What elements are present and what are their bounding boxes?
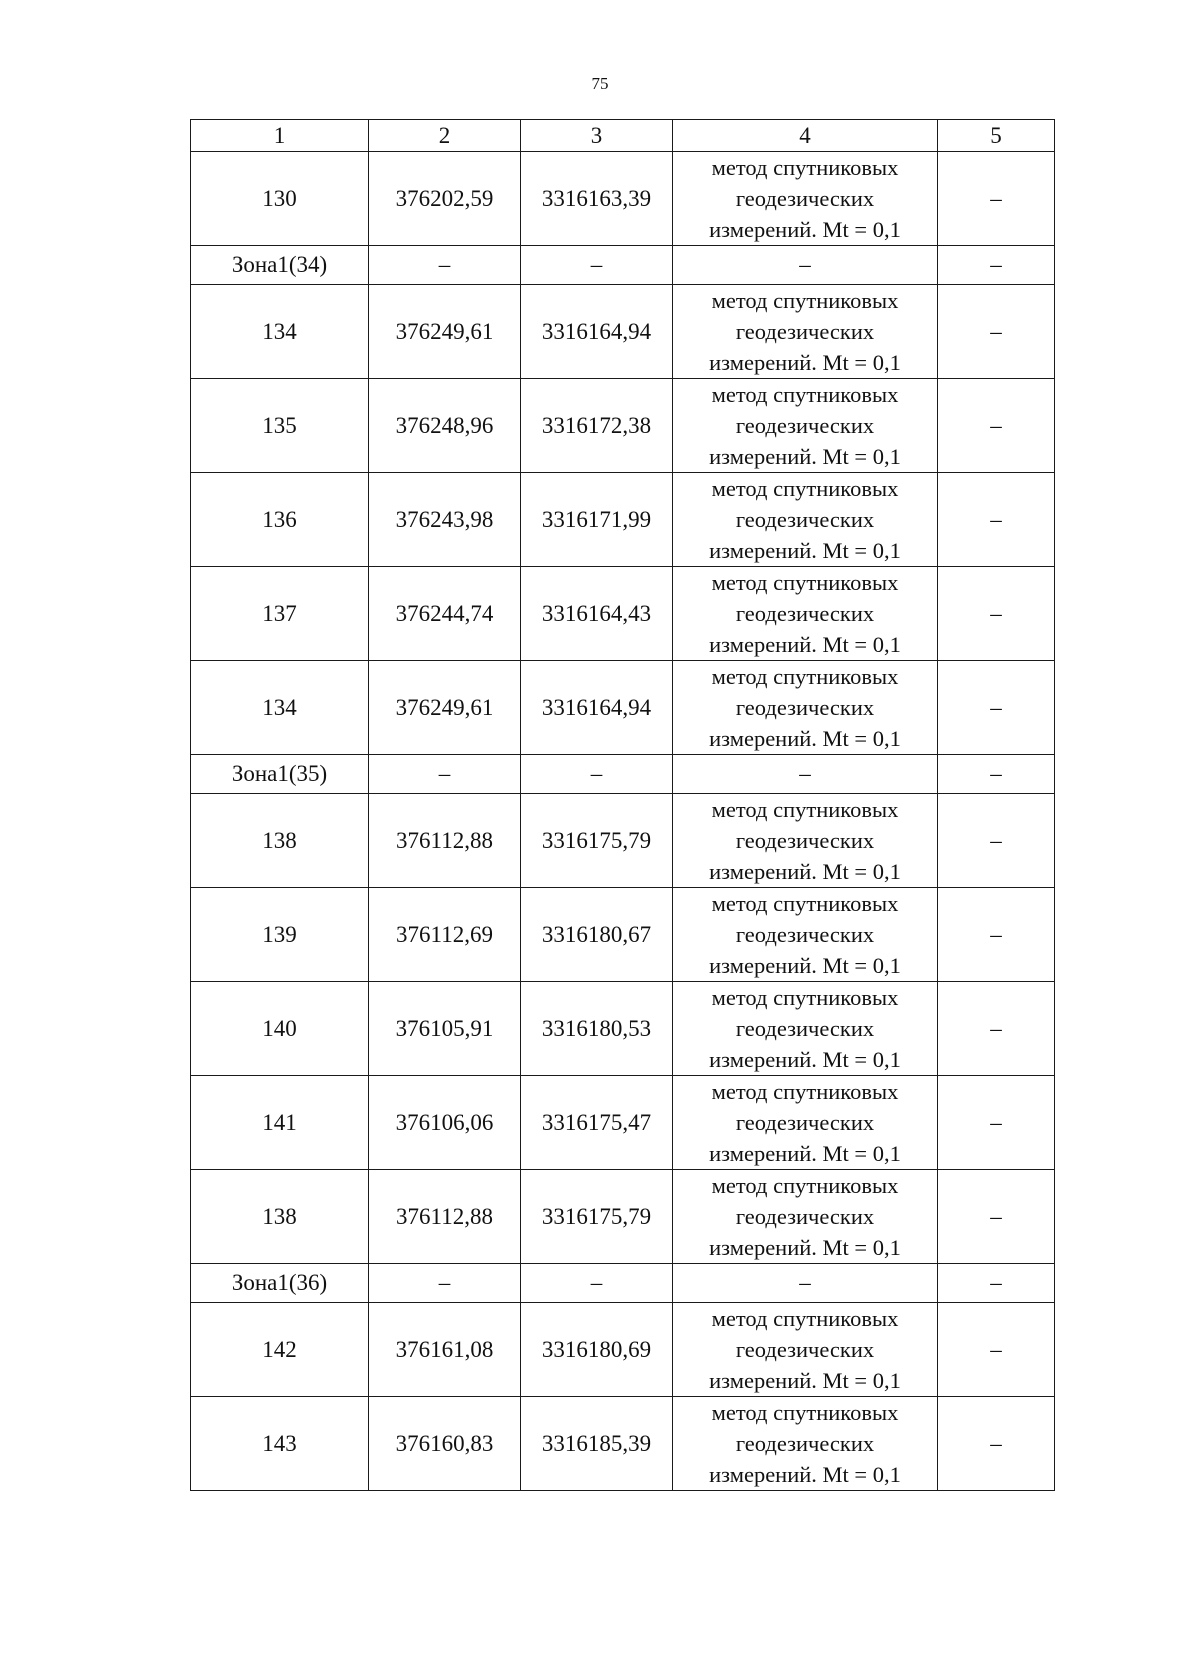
method-line: геодезических — [735, 1110, 875, 1135]
table-row — [191, 379, 1055, 473]
y-coordinate-cell: 3316172,38 — [521, 379, 673, 473]
point-id-cell: 130 — [191, 152, 369, 246]
method-line: метод спутниковых — [711, 985, 899, 1010]
x-coordinate-cell: 376106,06 — [369, 1076, 521, 1170]
table-row — [191, 152, 1055, 246]
table-row — [191, 1397, 1055, 1491]
method-line: метод спутниковых — [711, 1079, 899, 1104]
method-line: измерений. Mt = 0,1 — [709, 859, 901, 884]
x-coordinate-cell: – — [369, 246, 521, 285]
y-coordinate-cell: 3316185,39 — [521, 1397, 673, 1491]
note-cell: – — [938, 246, 1055, 285]
note-cell: – — [938, 1264, 1055, 1303]
note-cell: – — [938, 1170, 1055, 1264]
note-cell: – — [938, 794, 1055, 888]
method-line: геодезических — [735, 828, 875, 853]
x-coordinate-cell: 376112,88 — [369, 794, 521, 888]
method-line: измерений. Mt = 0,1 — [709, 726, 901, 751]
zone-row — [191, 1264, 1055, 1303]
method-line: измерений. Mt = 0,1 — [709, 1462, 901, 1487]
x-coordinate-cell: 376248,96 — [369, 379, 521, 473]
method-cell — [673, 473, 938, 567]
page-number: 75 — [591, 74, 609, 93]
x-coordinate-cell: 376112,69 — [369, 888, 521, 982]
y-coordinate-cell: 3316164,94 — [521, 285, 673, 379]
method-cell — [673, 1303, 938, 1397]
y-coordinate-cell: – — [521, 1264, 673, 1303]
note-cell: – — [938, 473, 1055, 567]
y-coordinate-cell: 3316164,43 — [521, 567, 673, 661]
method-line: геодезических — [735, 507, 875, 532]
point-id-cell: 137 — [191, 567, 369, 661]
method-line: метод спутниковых — [711, 288, 899, 313]
x-coordinate-cell: – — [369, 1264, 521, 1303]
x-coordinate-cell: 376202,59 — [369, 152, 521, 246]
method-line: метод спутниковых — [711, 1173, 899, 1198]
y-coordinate-cell: 3316163,39 — [521, 152, 673, 246]
column-header: 2 — [369, 120, 521, 152]
method-line: измерений. Mt = 0,1 — [709, 1368, 901, 1393]
point-id-cell: 141 — [191, 1076, 369, 1170]
y-coordinate-cell: 3316175,79 — [521, 1170, 673, 1264]
method-line: метод спутниковых — [711, 476, 899, 501]
table-row — [191, 794, 1055, 888]
method-cell — [673, 661, 938, 755]
note-cell: – — [938, 982, 1055, 1076]
note-cell: – — [938, 285, 1055, 379]
note-cell: – — [938, 379, 1055, 473]
table-row — [191, 473, 1055, 567]
column-header: 1 — [191, 120, 369, 152]
note-cell: – — [938, 567, 1055, 661]
method-line: измерений. Mt = 0,1 — [709, 350, 901, 375]
table-row — [191, 1303, 1055, 1397]
zone-row — [191, 755, 1055, 794]
table-body — [191, 152, 1055, 1491]
point-id-cell: 135 — [191, 379, 369, 473]
y-coordinate-cell: 3316171,99 — [521, 473, 673, 567]
method-cell — [673, 152, 938, 246]
note-cell: – — [938, 661, 1055, 755]
method-line: метод спутниковых — [711, 1306, 899, 1331]
method-line: измерений. Mt = 0,1 — [709, 632, 901, 657]
table-row — [191, 567, 1055, 661]
y-coordinate-cell: 3316175,79 — [521, 794, 673, 888]
method-cell — [673, 1076, 938, 1170]
table-row — [191, 1076, 1055, 1170]
point-id-cell: Зона1(34) — [191, 246, 369, 285]
x-coordinate-cell: 376249,61 — [369, 285, 521, 379]
method-line: измерений. Mt = 0,1 — [709, 217, 901, 242]
x-coordinate-cell: 376161,08 — [369, 1303, 521, 1397]
method-line: метод спутниковых — [711, 891, 899, 916]
x-coordinate-cell: – — [369, 755, 521, 794]
y-coordinate-cell: 3316180,69 — [521, 1303, 673, 1397]
method-cell — [673, 794, 938, 888]
point-id-cell: 136 — [191, 473, 369, 567]
y-coordinate-cell: 3316164,94 — [521, 661, 673, 755]
table-row — [191, 888, 1055, 982]
method-line: геодезических — [735, 413, 875, 438]
point-id-cell: Зона1(35) — [191, 755, 369, 794]
y-coordinate-cell: – — [521, 755, 673, 794]
method-line: геодезических — [735, 695, 875, 720]
point-id-cell: 142 — [191, 1303, 369, 1397]
point-id-cell: 134 — [191, 285, 369, 379]
method-line: измерений. Mt = 0,1 — [709, 953, 901, 978]
note-cell: – — [938, 755, 1055, 794]
point-id-cell: 138 — [191, 1170, 369, 1264]
point-id-cell: Зона1(36) — [191, 1264, 369, 1303]
y-coordinate-cell: 3316175,47 — [521, 1076, 673, 1170]
coordinates-table — [190, 119, 1055, 1491]
y-coordinate-cell: 3316180,67 — [521, 888, 673, 982]
method-line: измерений. Mt = 0,1 — [709, 1141, 901, 1166]
method-line: метод спутниковых — [711, 664, 899, 689]
note-cell: – — [938, 1303, 1055, 1397]
method-line: метод спутниковых — [711, 570, 899, 595]
table-header-row — [191, 120, 1055, 152]
note-cell: – — [938, 152, 1055, 246]
x-coordinate-cell: 376105,91 — [369, 982, 521, 1076]
zone-row — [191, 246, 1055, 285]
method-line: метод спутниковых — [711, 797, 899, 822]
table-row — [191, 1170, 1055, 1264]
column-header: 3 — [521, 120, 673, 152]
method-line: геодезических — [735, 1337, 875, 1362]
method-line: геодезических — [735, 601, 875, 626]
method-cell — [673, 1170, 938, 1264]
y-coordinate-cell: – — [521, 246, 673, 285]
method-line: измерений. Mt = 0,1 — [709, 444, 901, 469]
method-line: метод спутниковых — [711, 1400, 899, 1425]
x-coordinate-cell: 376243,98 — [369, 473, 521, 567]
method-cell — [673, 379, 938, 473]
note-cell: – — [938, 1076, 1055, 1170]
method-cell: – — [673, 246, 938, 285]
note-cell: – — [938, 888, 1055, 982]
method-line: геодезических — [735, 1016, 875, 1041]
point-id-cell: 143 — [191, 1397, 369, 1491]
column-header: 5 — [938, 120, 1055, 152]
method-cell — [673, 982, 938, 1076]
x-coordinate-cell: 376249,61 — [369, 661, 521, 755]
table-row — [191, 285, 1055, 379]
method-line: измерений. Mt = 0,1 — [709, 1047, 901, 1072]
method-cell: – — [673, 1264, 938, 1303]
table-row — [191, 982, 1055, 1076]
method-line: метод спутниковых — [711, 382, 899, 407]
method-line: геодезических — [735, 319, 875, 344]
method-line: измерений. Mt = 0,1 — [709, 1235, 901, 1260]
x-coordinate-cell: 376160,83 — [369, 1397, 521, 1491]
method-cell — [673, 567, 938, 661]
y-coordinate-cell: 3316180,53 — [521, 982, 673, 1076]
x-coordinate-cell: 376244,74 — [369, 567, 521, 661]
method-cell — [673, 285, 938, 379]
point-id-cell: 134 — [191, 661, 369, 755]
method-line: геодезических — [735, 186, 875, 211]
table-row — [191, 661, 1055, 755]
point-id-cell: 138 — [191, 794, 369, 888]
column-header: 4 — [673, 120, 938, 152]
point-id-cell: 140 — [191, 982, 369, 1076]
method-line: метод спутниковых — [711, 155, 899, 180]
x-coordinate-cell: 376112,88 — [369, 1170, 521, 1264]
method-cell — [673, 1397, 938, 1491]
method-line: измерений. Mt = 0,1 — [709, 538, 901, 563]
method-line: геодезических — [735, 1204, 875, 1229]
method-cell — [673, 888, 938, 982]
method-line: геодезических — [735, 922, 875, 947]
method-line: геодезических — [735, 1431, 875, 1456]
point-id-cell: 139 — [191, 888, 369, 982]
method-cell: – — [673, 755, 938, 794]
note-cell: – — [938, 1397, 1055, 1491]
